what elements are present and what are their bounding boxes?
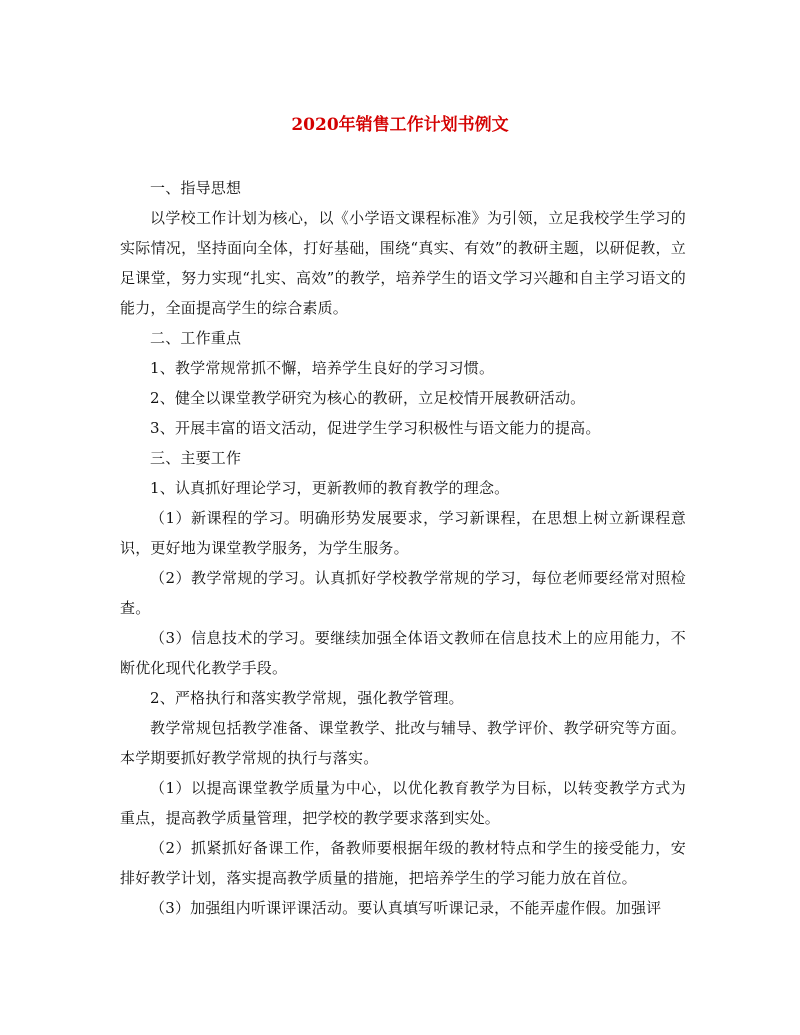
main-work-subitem-2-2: （2）抓紧抓好备课工作，备教师要根据年级的教材特点和学生的接受能力，安排好教学计划，落实提高教学质量的措施，把培养学生的学习能力放在首位。 bbox=[120, 839, 686, 887]
main-work-subitem-1-1: （1）新课程的学习。明确形势发展要求，学习新课程，在思想上树立新课程意识，更好地为课堂教学服务，为学生服务。 bbox=[120, 509, 686, 557]
main-work-subitem-2-1: （1）以提高课堂教学质量为中心，以优化教育教学为目标，以转变教学方式为重点，提高教学质量管理，把学校的教学要求落到实处。 bbox=[120, 779, 686, 827]
section-heading-guiding-thought: 一、指导思想 bbox=[150, 179, 242, 197]
paragraph-guiding-thought: 以学校工作计划为核心，以《小学语文课程标准》为引领，立足我校学生学习的实际情况，坚持面向全体，打好基础，围绕“真实、有效”的教研主题，以研促教，立足课堂，努力实现“扎实、高效”的教学，培养学生的语文学习兴趣和自主学习语文的能力，全面提高学生的综合素质。 bbox=[120, 209, 686, 317]
section-heading-main-work: 三、主要工作 bbox=[150, 449, 242, 467]
focus-item-3: 3、开展丰富的语文活动，促进学生学习积极性与语文能力的提高。 bbox=[150, 419, 601, 437]
main-work-item-1: 1、认真抓好理论学习，更新教师的教育教学的理念。 bbox=[150, 479, 510, 497]
main-work-subitem-1-2: （2）教学常规的学习。认真抓好学校教学常规的学习，每位老师要经常对照检查。 bbox=[120, 569, 686, 617]
document-body bbox=[120, 173, 686, 923]
paragraph-teaching-routine: 教学常规包括教学准备、课堂教学、批改与辅导、教学评价、教学研究等方面。本学期要抓好教学常规的执行与落实。 bbox=[120, 719, 686, 767]
section-heading-work-focus: 二、工作重点 bbox=[150, 329, 242, 347]
document-title: 2020年销售工作计划书例文 bbox=[291, 115, 509, 135]
focus-item-1: 1、教学常规常抓不懈，培养学生良好的学习习惯。 bbox=[150, 359, 495, 377]
main-work-subitem-1-3: （3）信息技术的学习。要继续加强全体语文教师在信息技术上的应用能力，不断优化现代化教学手段。 bbox=[120, 629, 686, 677]
focus-item-2: 2、健全以课堂教学研究为核心的教研，立足校情开展教研活动。 bbox=[150, 389, 586, 407]
main-work-subitem-2-3: （3）加强组内听课评课活动。要认真填写听课记录，不能弄虚作假。加强评 bbox=[150, 899, 662, 917]
main-work-item-2: 2、严格执行和落实教学常规，强化教学管理。 bbox=[150, 689, 464, 707]
